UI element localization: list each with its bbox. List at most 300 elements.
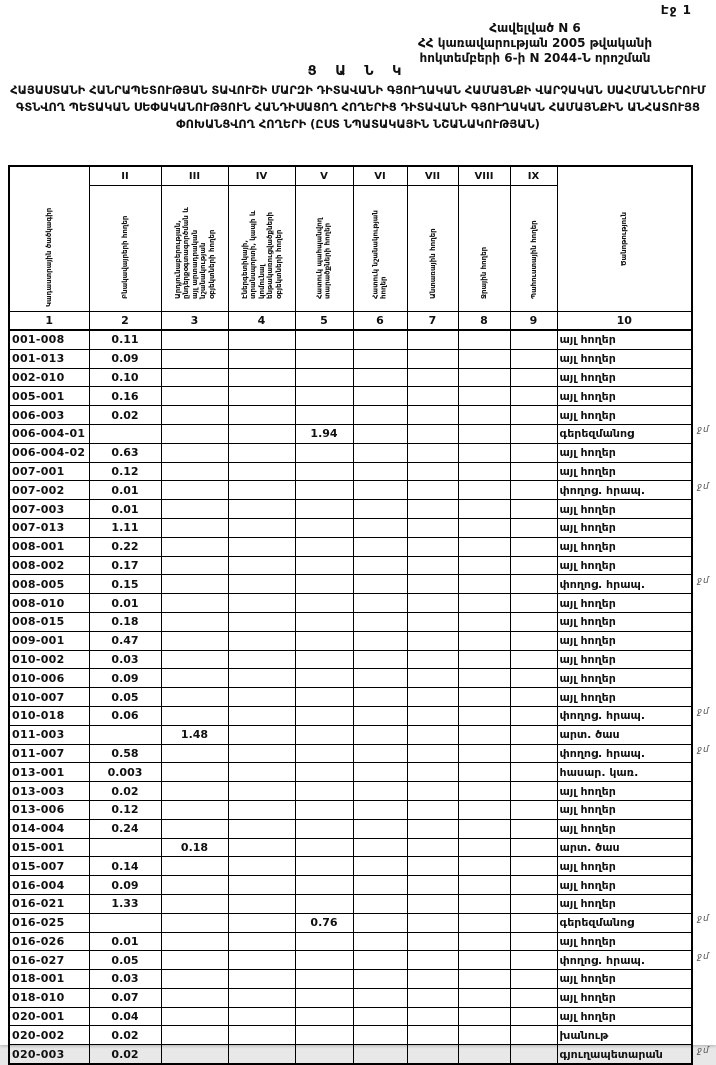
note-cell: այլ հողեր	[557, 631, 692, 650]
note-cell: այլ հողեր	[557, 387, 692, 406]
note-cell: փողոց. հրապ.	[557, 951, 692, 970]
area-value-cell	[407, 575, 458, 594]
cadastral-code-cell: 020-002	[9, 1026, 89, 1045]
area-value-cell	[510, 594, 557, 613]
area-value-cell	[295, 443, 353, 462]
table-row	[9, 819, 692, 838]
area-value-cell	[458, 1026, 510, 1045]
area-value-cell	[407, 518, 458, 537]
area-value-cell: 0.63	[89, 443, 161, 462]
area-value-cell: 0.18	[161, 838, 228, 857]
cadastral-code-cell: 008-010	[9, 594, 89, 613]
cadastral-code-cell: 007-001	[9, 462, 89, 481]
area-value-cell	[407, 970, 458, 989]
note-cell: այլ հողեր	[557, 800, 692, 819]
cadastral-code-cell: 013-003	[9, 782, 89, 801]
cadastral-code-cell: 013-006	[9, 800, 89, 819]
area-value-cell	[228, 838, 295, 857]
area-value-cell	[510, 481, 557, 500]
area-value-cell	[89, 725, 161, 744]
area-value-cell: 0.22	[89, 537, 161, 556]
area-value-cell	[228, 913, 295, 932]
area-value-cell	[353, 631, 407, 650]
col-num-9: 9	[510, 312, 557, 331]
area-value-cell	[228, 537, 295, 556]
area-value-cell	[458, 537, 510, 556]
area-value-cell	[89, 913, 161, 932]
table-row	[9, 706, 692, 725]
area-value-cell	[228, 763, 295, 782]
area-value-cell	[458, 575, 510, 594]
area-value-cell: 0.05	[89, 688, 161, 707]
area-value-cell	[161, 857, 228, 876]
note-cell: փողոց. հրապ.	[557, 481, 692, 500]
area-value-cell	[295, 763, 353, 782]
area-value-cell	[353, 913, 407, 932]
title-block	[0, 64, 716, 133]
area-value-cell	[510, 876, 557, 895]
area-value-cell	[295, 575, 353, 594]
area-value-cell: 0.02	[89, 782, 161, 801]
area-value-cell	[161, 387, 228, 406]
handwritten-margin-mark: ջմ	[697, 1046, 710, 1056]
table-row	[9, 932, 692, 951]
cadastral-code-cell: 013-001	[9, 763, 89, 782]
area-value-cell	[458, 800, 510, 819]
table-row	[9, 406, 692, 425]
area-value-cell	[295, 518, 353, 537]
cadastral-code-cell: 008-002	[9, 556, 89, 575]
note-cell: այլ հողեր	[557, 1007, 692, 1026]
area-value-cell	[407, 782, 458, 801]
area-value-cell	[458, 612, 510, 631]
area-value-cell	[295, 500, 353, 519]
area-value-cell	[228, 876, 295, 895]
area-value-cell	[295, 669, 353, 688]
area-value-cell	[458, 725, 510, 744]
area-value-cell	[295, 782, 353, 801]
area-value-cell	[353, 951, 407, 970]
area-value-cell	[407, 744, 458, 763]
area-value-cell	[228, 970, 295, 989]
area-value-cell	[228, 782, 295, 801]
area-value-cell	[161, 763, 228, 782]
area-value-cell	[353, 988, 407, 1007]
area-value-cell	[228, 1026, 295, 1045]
area-value-cell	[510, 894, 557, 913]
note-cell: այլ հողեր	[557, 970, 692, 989]
area-value-cell	[407, 537, 458, 556]
handwritten-margin-mark: ջմ	[697, 914, 710, 924]
area-value-cell	[295, 1007, 353, 1026]
handwritten-margin-mark: ջմ	[697, 576, 710, 586]
area-value-cell: 0.10	[89, 368, 161, 387]
area-value-cell	[295, 387, 353, 406]
area-value-cell	[161, 650, 228, 669]
area-value-cell	[161, 932, 228, 951]
note-cell: այլ հողեր	[557, 349, 692, 368]
area-value-cell: 0.02	[89, 1026, 161, 1045]
area-value-cell	[295, 368, 353, 387]
area-value-cell	[295, 857, 353, 876]
table-row	[9, 1026, 692, 1045]
area-value-cell	[458, 744, 510, 763]
area-value-cell	[510, 575, 557, 594]
area-value-cell	[161, 575, 228, 594]
area-value-cell	[510, 819, 557, 838]
col-num-2: 2	[89, 312, 161, 331]
cadastral-code-cell: 016-026	[9, 932, 89, 951]
note-cell: փողոց. հրապ.	[557, 706, 692, 725]
area-value-cell	[161, 988, 228, 1007]
area-value-cell	[295, 800, 353, 819]
area-value-cell	[510, 782, 557, 801]
area-value-cell	[458, 838, 510, 857]
table-row	[9, 1045, 692, 1064]
table-row	[9, 876, 692, 895]
note-cell: այլ հողեր	[557, 988, 692, 1007]
area-value-cell	[510, 988, 557, 1007]
roman-V: V	[295, 166, 353, 186]
area-value-cell	[295, 894, 353, 913]
area-value-cell	[161, 537, 228, 556]
handwritten-margin-mark: ջմ	[697, 952, 710, 962]
area-value-cell	[458, 894, 510, 913]
note-cell: այլ հողեր	[557, 330, 692, 349]
header-note: Ծանոթություն	[557, 166, 692, 312]
area-value-cell	[353, 669, 407, 688]
col-num-6: 6	[353, 312, 407, 331]
area-value-cell	[353, 1026, 407, 1045]
table-row	[9, 556, 692, 575]
area-value-cell	[228, 631, 295, 650]
area-value-cell	[353, 387, 407, 406]
area-value-cell	[458, 650, 510, 669]
area-value-cell	[161, 951, 228, 970]
note-cell: այլ հողեր	[557, 819, 692, 838]
area-value-cell	[407, 424, 458, 443]
area-value-cell	[353, 857, 407, 876]
table-row	[9, 631, 692, 650]
area-value-cell	[161, 876, 228, 895]
cadastral-code-cell: 008-005	[9, 575, 89, 594]
roman-IX: IX	[510, 166, 557, 186]
area-value-cell	[228, 594, 295, 613]
area-value-cell	[458, 1045, 510, 1064]
page-number: Էջ 1	[660, 3, 692, 17]
area-value-cell	[295, 725, 353, 744]
table-row	[9, 500, 692, 519]
cadastral-code-cell: 018-001	[9, 970, 89, 989]
area-value-cell	[353, 725, 407, 744]
area-value-cell	[407, 725, 458, 744]
area-value-cell	[161, 688, 228, 707]
cadastral-code-cell: 007-013	[9, 518, 89, 537]
area-value-cell	[407, 706, 458, 725]
cadastral-code-cell: 018-010	[9, 988, 89, 1007]
area-value-cell	[295, 556, 353, 575]
area-value-cell	[407, 406, 458, 425]
cadastral-code-cell: 006-004-01	[9, 424, 89, 443]
area-value-cell	[407, 988, 458, 1007]
area-value-cell	[295, 876, 353, 895]
area-value-cell: 0.003	[89, 763, 161, 782]
roman-III: III	[161, 166, 228, 186]
area-value-cell	[407, 650, 458, 669]
header-protected-lands: Հատուկ պահպանվող տարածքների հողեր	[295, 186, 353, 312]
area-value-cell	[295, 988, 353, 1007]
area-value-cell	[295, 537, 353, 556]
table-row	[9, 970, 692, 989]
area-value-cell	[407, 556, 458, 575]
handwritten-margin-mark: ջմ	[697, 745, 710, 755]
area-value-cell	[407, 349, 458, 368]
col-num-3: 3	[161, 312, 228, 331]
area-value-cell	[228, 650, 295, 669]
area-value-cell	[228, 518, 295, 537]
area-value-cell	[295, 1026, 353, 1045]
area-value-cell	[161, 462, 228, 481]
table-row	[9, 443, 692, 462]
area-value-cell	[510, 932, 557, 951]
area-value-cell	[228, 932, 295, 951]
area-value-cell	[407, 631, 458, 650]
area-value-cell	[228, 725, 295, 744]
area-value-cell	[407, 951, 458, 970]
cadastral-code-cell: 016-021	[9, 894, 89, 913]
area-value-cell	[458, 988, 510, 1007]
area-value-cell	[295, 838, 353, 857]
appendix-header	[360, 21, 710, 66]
roman-VII: VII	[407, 166, 458, 186]
table-row	[9, 669, 692, 688]
area-value-cell	[458, 500, 510, 519]
area-value-cell: 1.48	[161, 725, 228, 744]
area-value-cell	[353, 518, 407, 537]
area-value-cell	[458, 631, 510, 650]
area-value-cell	[458, 518, 510, 537]
area-value-cell	[89, 424, 161, 443]
area-value-cell	[228, 1045, 295, 1064]
area-value-cell	[353, 706, 407, 725]
note-cell: գերեզմանոց	[557, 913, 692, 932]
area-value-cell	[510, 951, 557, 970]
area-value-cell	[89, 838, 161, 857]
table-row	[9, 988, 692, 1007]
area-value-cell	[295, 932, 353, 951]
handwritten-margin-mark: ջմ	[697, 707, 710, 717]
cadastral-code-cell: 007-003	[9, 500, 89, 519]
note-cell: այլ հողեր	[557, 612, 692, 631]
area-value-cell	[458, 763, 510, 782]
area-value-cell	[510, 725, 557, 744]
decree-line-2: հոկտեմբերի 6-ի N 2044-Ն որոշման	[419, 51, 651, 65]
area-value-cell: 0.09	[89, 876, 161, 895]
area-value-cell	[295, 612, 353, 631]
area-value-cell	[510, 537, 557, 556]
area-value-cell	[228, 443, 295, 462]
document-title: ՀԱՅԱՍՏԱՆԻ ՀԱՆՐԱՊԵՏՈՒԹՅԱՆ ՏԱՎՈՒՇԻ ՄԱՐԶԻ ԴԻՏԱՎԱՆԻ ԳՅՈՒՂԱԿԱՆ ՀԱՄԱՅՆՔԻ ՎԱՐՉԱԿԱՆ ՍԱՀՄԱՆՆԵՐՈՒՄ ԳՏՆՎՈՂ ՊԵՏԱԿԱՆ ՍԵՓԱԿԱՆՈՒԹՅՈՒՆ ՀԱՆԴԻՍԱՑՈՂ ՀՈՂԵՐԻՑ ԴԻՏԱՎԱՆԻ ԳՅՈՒՂԱԿԱՆ ՀԱՄԱՅՆՔԻՆ ԱՆՀԱՏՈՒՅՑ ՓՈԽԱՆՑՎՈՂ ՀՈՂԵՐԻ (ԸՍՏ ՆՊԱՏԱԿԱՅԻՆ ՆՇԱՆԱԿՈՒԹՅԱՆ)	[10, 83, 706, 132]
area-value-cell	[510, 970, 557, 989]
area-value-cell	[407, 612, 458, 631]
area-value-cell	[353, 970, 407, 989]
area-value-cell: 0.11	[89, 330, 161, 349]
area-value-cell	[407, 1045, 458, 1064]
note-cell: այլ հողեր	[557, 537, 692, 556]
note-cell: այլ հողեր	[557, 650, 692, 669]
table-row	[9, 800, 692, 819]
note-cell: արտ. ծաս	[557, 725, 692, 744]
cadastral-code-cell: 020-001	[9, 1007, 89, 1026]
area-value-cell	[228, 612, 295, 631]
area-value-cell	[458, 481, 510, 500]
area-value-cell	[510, 387, 557, 406]
area-value-cell	[295, 330, 353, 349]
area-value-cell: 0.14	[89, 857, 161, 876]
area-value-cell	[353, 688, 407, 707]
note-cell: այլ հողեր	[557, 368, 692, 387]
cadastral-code-cell: 002-010	[9, 368, 89, 387]
area-value-cell	[228, 481, 295, 500]
area-value-cell: 0.06	[89, 706, 161, 725]
table-row	[9, 349, 692, 368]
area-value-cell	[407, 1007, 458, 1026]
area-value-cell	[295, 631, 353, 650]
area-value-cell	[407, 462, 458, 481]
area-value-cell	[510, 443, 557, 462]
table-row	[9, 462, 692, 481]
table-row	[9, 688, 692, 707]
table-row	[9, 424, 692, 443]
note-cell: հասար. կառ.	[557, 763, 692, 782]
area-value-cell	[353, 368, 407, 387]
area-value-cell	[510, 669, 557, 688]
area-value-cell	[353, 406, 407, 425]
area-value-cell	[407, 481, 458, 500]
col-num-10: 10	[557, 312, 692, 331]
area-value-cell	[353, 819, 407, 838]
area-value-cell	[458, 387, 510, 406]
area-value-cell: 0.12	[89, 462, 161, 481]
area-value-cell	[295, 744, 353, 763]
area-value-cell	[295, 819, 353, 838]
table-row	[9, 387, 692, 406]
area-value-cell: 0.15	[89, 575, 161, 594]
area-value-cell	[510, 500, 557, 519]
col-num-7: 7	[407, 312, 458, 331]
table-row	[9, 838, 692, 857]
area-value-cell	[407, 387, 458, 406]
area-value-cell: 1.33	[89, 894, 161, 913]
cadastral-code-cell: 010-007	[9, 688, 89, 707]
cadastral-code-cell: 010-002	[9, 650, 89, 669]
table-row	[9, 913, 692, 932]
area-value-cell	[407, 443, 458, 462]
area-value-cell	[228, 556, 295, 575]
area-value-cell	[353, 744, 407, 763]
area-value-cell: 1.11	[89, 518, 161, 537]
area-value-cell: 0.12	[89, 800, 161, 819]
table-row	[9, 951, 692, 970]
area-value-cell	[228, 349, 295, 368]
area-value-cell	[161, 744, 228, 763]
table-row	[9, 537, 692, 556]
note-cell: այլ հողեր	[557, 857, 692, 876]
area-value-cell: 0.01	[89, 500, 161, 519]
area-value-cell	[458, 556, 510, 575]
area-value-cell: 0.17	[89, 556, 161, 575]
area-value-cell	[228, 368, 295, 387]
area-value-cell	[510, 650, 557, 669]
area-value-cell	[295, 970, 353, 989]
area-value-cell	[458, 443, 510, 462]
area-value-cell	[407, 594, 458, 613]
area-value-cell	[510, 763, 557, 782]
note-cell: խանութ	[557, 1026, 692, 1045]
area-value-cell	[295, 594, 353, 613]
cadastral-code-cell: 006-004-02	[9, 443, 89, 462]
area-value-cell: 0.01	[89, 932, 161, 951]
column-number-row	[9, 312, 692, 331]
roman-VI: VI	[353, 166, 407, 186]
area-value-cell	[228, 688, 295, 707]
area-value-cell	[228, 988, 295, 1007]
area-value-cell	[458, 688, 510, 707]
table-row	[9, 518, 692, 537]
area-value-cell	[510, 706, 557, 725]
table-row	[9, 594, 692, 613]
area-value-cell: 0.58	[89, 744, 161, 763]
area-value-cell	[228, 706, 295, 725]
area-value-cell: 0.02	[89, 406, 161, 425]
area-value-cell	[458, 782, 510, 801]
header-special-purpose-lands: Հատուկ նշանակության հողեր	[353, 186, 407, 312]
header-industrial-lands: Արդյունաբերության, ընդերքօգտագործման և այլ արտադրական նշանակության օբյեկտների հողեր	[161, 186, 228, 312]
area-value-cell	[510, 838, 557, 857]
note-cell: այլ հողեր	[557, 876, 692, 895]
area-value-cell	[458, 970, 510, 989]
cadastral-code-cell: 016-027	[9, 951, 89, 970]
cadastral-code-cell: 015-007	[9, 857, 89, 876]
area-value-cell	[407, 800, 458, 819]
area-value-cell	[510, 913, 557, 932]
cadastral-code-cell: 008-001	[9, 537, 89, 556]
table-row	[9, 612, 692, 631]
area-value-cell	[407, 857, 458, 876]
area-value-cell	[407, 669, 458, 688]
area-value-cell	[458, 462, 510, 481]
area-value-cell	[510, 612, 557, 631]
area-value-cell: 0.05	[89, 951, 161, 970]
area-value-cell: 0.47	[89, 631, 161, 650]
note-cell: փողոց. հրապ.	[557, 744, 692, 763]
area-value-cell	[510, 368, 557, 387]
area-value-cell	[161, 481, 228, 500]
area-value-cell	[458, 1007, 510, 1026]
cadastral-code-cell: 011-003	[9, 725, 89, 744]
area-value-cell	[353, 650, 407, 669]
area-value-cell	[161, 631, 228, 650]
col-num-1: 1	[9, 312, 89, 331]
area-value-cell	[161, 612, 228, 631]
area-value-cell: 0.01	[89, 481, 161, 500]
area-value-cell	[510, 857, 557, 876]
area-value-cell	[353, 876, 407, 895]
area-value-cell	[458, 706, 510, 725]
area-value-cell	[161, 800, 228, 819]
area-value-cell	[353, 556, 407, 575]
area-value-cell	[228, 330, 295, 349]
